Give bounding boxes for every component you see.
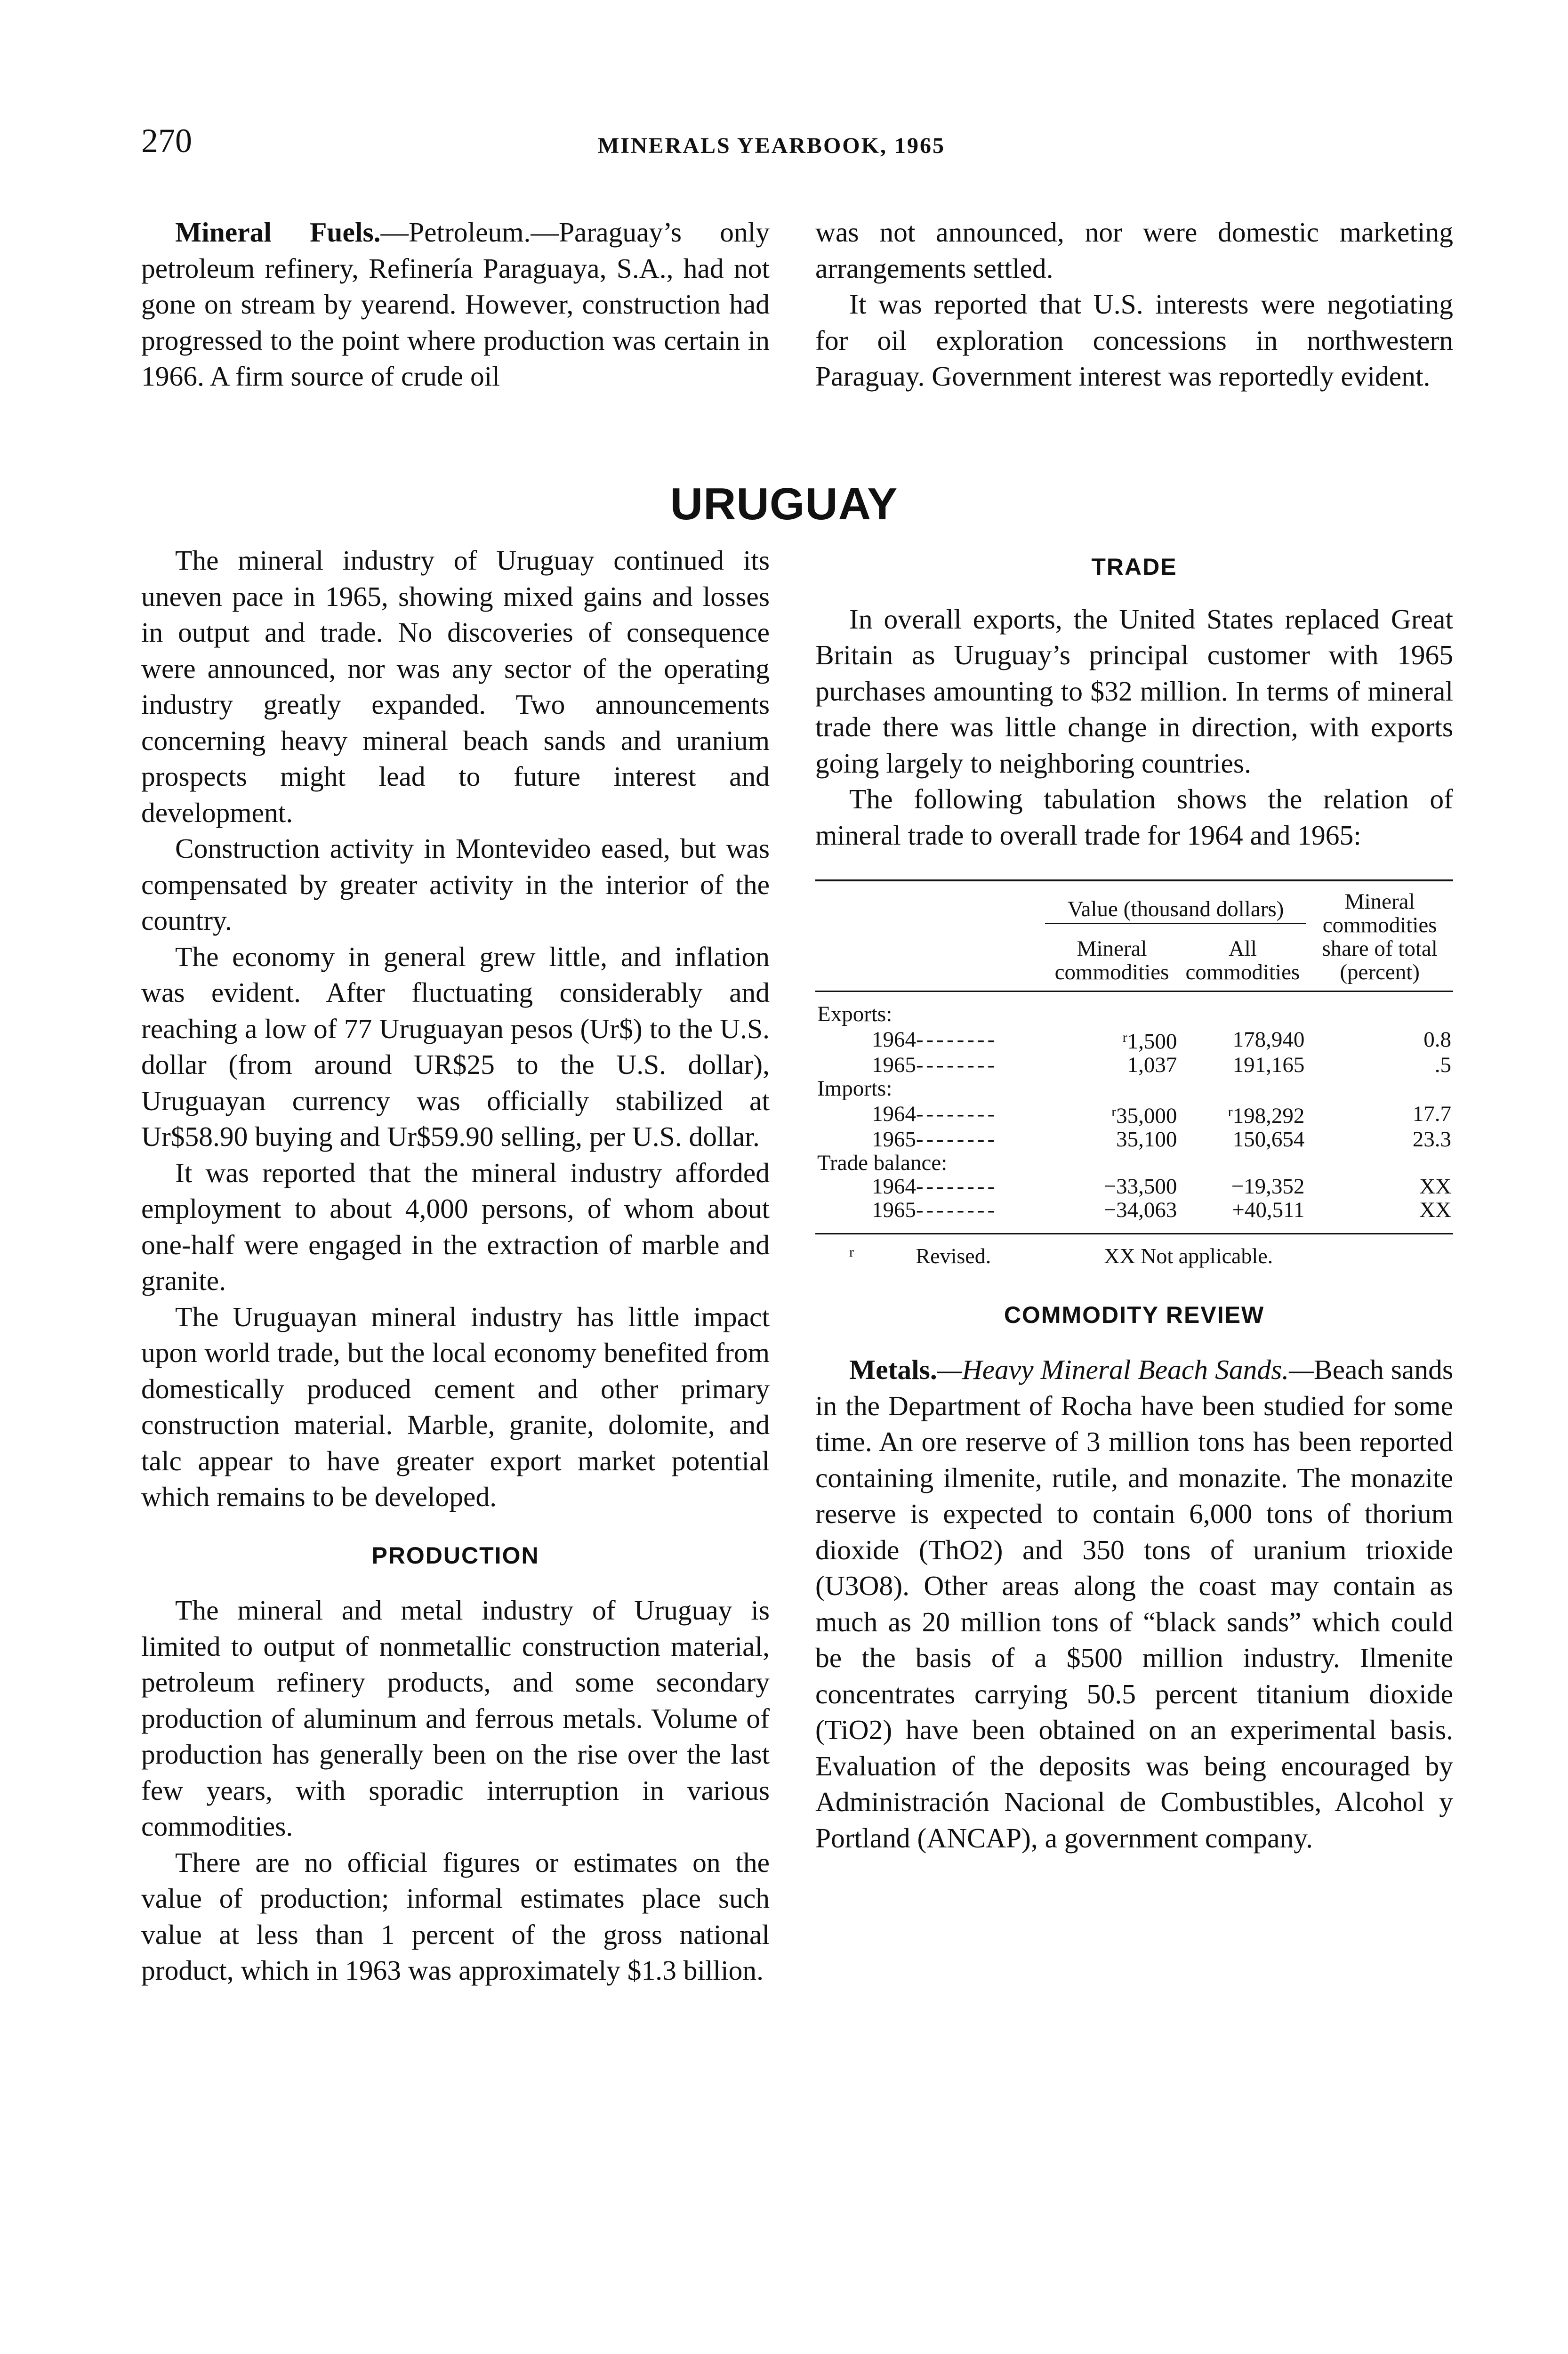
footnote-revised: Revised. <box>916 1244 991 1268</box>
share-value: XX <box>1419 1174 1451 1199</box>
share-value: XX <box>1419 1198 1451 1222</box>
group-header: Value (thousand dollars) <box>1045 880 1307 923</box>
running-head: MINERALS YEARBOOK, 1965 <box>598 133 945 158</box>
section-label-trade-balance: Trade balance: <box>817 1151 948 1175</box>
revised-mark: r <box>849 1244 854 1260</box>
intro-paragraph: Construction activity in Montevideo eased, but was compensated by greater activity in the interior of the country. <box>141 833 770 936</box>
revised-mark: r <box>1122 1030 1127 1045</box>
table-row: 1964-------- −33,500 −19,352 XX <box>872 1174 1451 1199</box>
share-value: .5 <box>1434 1053 1451 1077</box>
year-cell: 1965 <box>872 1053 916 1077</box>
share-value: 17.7 <box>1412 1102 1451 1126</box>
intro-paragraph: The Uruguayan mineral industry has little impact upon world trade, but the local economy benefited from domestically produced cement and other primary construction material. Marble, granite, dolomite, and talc appear to have greater export market potential which remains to be developed. <box>141 1301 770 1512</box>
paraguay-fuels-paragraph <box>141 214 770 395</box>
col-share-header: Mineral commodities share of total (percent) <box>1322 889 1438 984</box>
production-paragraph: There are no official figures or estimates on the value of production; informal estimates place such value at less than 1 percent of the gross national product, which in 1963 was approximately $1.3 billion. <box>141 1846 770 1986</box>
all-value: 150,654 <box>1232 1127 1305 1152</box>
footnote-not-applicable: XX Not applicable. <box>1104 1244 1273 1268</box>
paragraph-sidehead: Mineral Fuels. <box>175 217 381 248</box>
country-heading: URUGUAY <box>670 479 898 529</box>
col-mineral-header: Mineral commodities <box>1054 936 1169 984</box>
table-row: 1964-------- $^r$35,000 $^r$198,292 17.7 <box>872 1102 1451 1128</box>
paragraph-sidehead: Metals. <box>849 1354 937 1385</box>
trade-table <box>815 879 1453 1234</box>
year-cell: 1964 <box>872 1102 916 1126</box>
mineral-value: 35,000 <box>1116 1104 1177 1128</box>
paragraph-text: Beach sands in the Department of Rocha have been studied for some time. An ore reserve of 3 million tons has been reported containing ilmenite, rutile, and monazite. The monazite reserve is expected to contain 6,000 tons of thorium dioxide (ThO2) and 350 tons of uranium trioxide (U3O8). Other areas along the coast may contain as much as 20 million tons of “black sands” which could be the basis of a $500 million industry. Ilmenite concentrates carrying 50.5 percent titanium dioxide (TiO2) have been obtained on an experimental basis. Evaluation of the deposits was being encouraged by Administración Nacional de Combustibles, Alcohol y Portland (ANCAP), a government company. <box>815 1354 1453 1854</box>
mineral-value: 35,100 <box>1116 1127 1177 1152</box>
table-footnote <box>815 1234 1453 1274</box>
all-value: 198,292 <box>1232 1104 1305 1128</box>
trade-paragraph: In overall exports, the United States replaced Great Britain as Uruguay’s principal customer with 1965 purchases amounting to $32 million. In terms of mineral trade there was little change in direction, with exports going largely to neighboring countries. <box>815 603 1453 779</box>
all-value: −19,352 <box>1231 1174 1305 1199</box>
commodity-paragraph <box>815 1352 1453 1856</box>
paragraph: It was reported that U.S. interests were negotiating for oil exploration concessions in northwestern Paraguay. Government interest was reportedly evident. <box>815 289 1453 392</box>
col-all-header: All commodities <box>1185 936 1300 984</box>
uruguay-left-column <box>141 542 770 1989</box>
mineral-value: 1,500 <box>1127 1029 1177 1054</box>
paragraph-subhead: —Petroleum.— <box>380 217 559 248</box>
paragraph-continued: was not announced, nor were domestic marketing arrangements settled. <box>815 217 1453 284</box>
paragraph-subhead: —Heavy Mineral Beach Sands.— <box>937 1354 1314 1385</box>
table-row: 1964-------- $^r$1,500 178,940 0.8 <box>872 1027 1451 1054</box>
mineral-value: −34,063 <box>1103 1198 1177 1222</box>
production-heading: PRODUCTION <box>371 1542 539 1569</box>
trade-heading: TRADE <box>1091 554 1177 580</box>
paragraph-text: Paraguay’s only petroleum refinery, Refinería Paraguaya, S.A., had not gone on stream by yearend. However, construction had progressed to the point where production was certain in 1966. A firm source of crude oil <box>141 217 770 392</box>
commodity-review-heading: COMMODITY REVIEW <box>1004 1301 1265 1328</box>
intro-paragraph: The mineral industry of Uruguay continued its uneven pace in 1965, showing mixed gains and losses in output and trade. No discoveries of consequence were announced, nor was any sector of the operating industry greatly expanded. Two announcements concerning heavy mineral beach sands and uranium prospects might lead to future interest and development. <box>141 545 770 828</box>
all-value: 191,165 <box>1232 1053 1305 1077</box>
revised-mark: r <box>1228 1104 1233 1120</box>
paraguay-fuels-right <box>815 214 1453 395</box>
table-row: 1965-------- 35,100 150,654 23.3 <box>872 1127 1451 1152</box>
mineral-value: 1,037 <box>1127 1053 1177 1077</box>
table-row: 1965-------- 1,037 191,165 .5 <box>872 1053 1451 1077</box>
page-number: 270 <box>141 122 192 160</box>
section-label-exports: Exports: <box>817 1002 893 1026</box>
all-value: 178,940 <box>1232 1027 1305 1052</box>
trade-paragraph: The following tabulation shows the relation of mineral trade to overall trade for 1964 and 1965: <box>815 783 1453 851</box>
revised-mark: r <box>1111 1104 1117 1120</box>
intro-paragraph: It was reported that the mineral industry afforded employment to about 4,000 persons, of whom about one-half were engaged in the extraction of marble and granite. <box>141 1157 770 1296</box>
year-cell: 1964 <box>872 1027 916 1052</box>
section-label-imports: Imports: <box>817 1076 893 1101</box>
share-value: 23.3 <box>1412 1127 1451 1152</box>
year-cell: 1964 <box>872 1174 916 1199</box>
year-cell: 1965 <box>872 1127 916 1152</box>
year-cell: 1965 <box>872 1198 916 1222</box>
production-paragraph: The mineral and metal industry of Uruguay is limited to output of nonmetallic construction material, petroleum refinery products, and some secondary production of aluminum and ferrous metals. Volume of production has generally been on the rise over the last few years, with sporadic interruption in various commodities. <box>141 1595 770 1842</box>
paraguay-fuels-left <box>141 214 770 395</box>
mineral-value: −33,500 <box>1103 1174 1177 1199</box>
table-row: 1965-------- −34,063 +40,511 XX <box>815 1198 1453 1234</box>
uruguay-right-column <box>815 542 1453 1856</box>
intro-paragraph: The economy in general grew little, and inflation was evident. After fluctuating considerably and reaching a low of 77 Uruguayan pesos (Ur$) to the U.S. dollar (from around UR$25 to the U.S. dollar), Uruguayan currency was officially stabilized at Ur$58.90 buying and Ur$59.90 selling, per U.S. dollar. <box>141 941 770 1152</box>
all-value: +40,511 <box>1232 1198 1305 1222</box>
share-value: 0.8 <box>1423 1027 1451 1052</box>
